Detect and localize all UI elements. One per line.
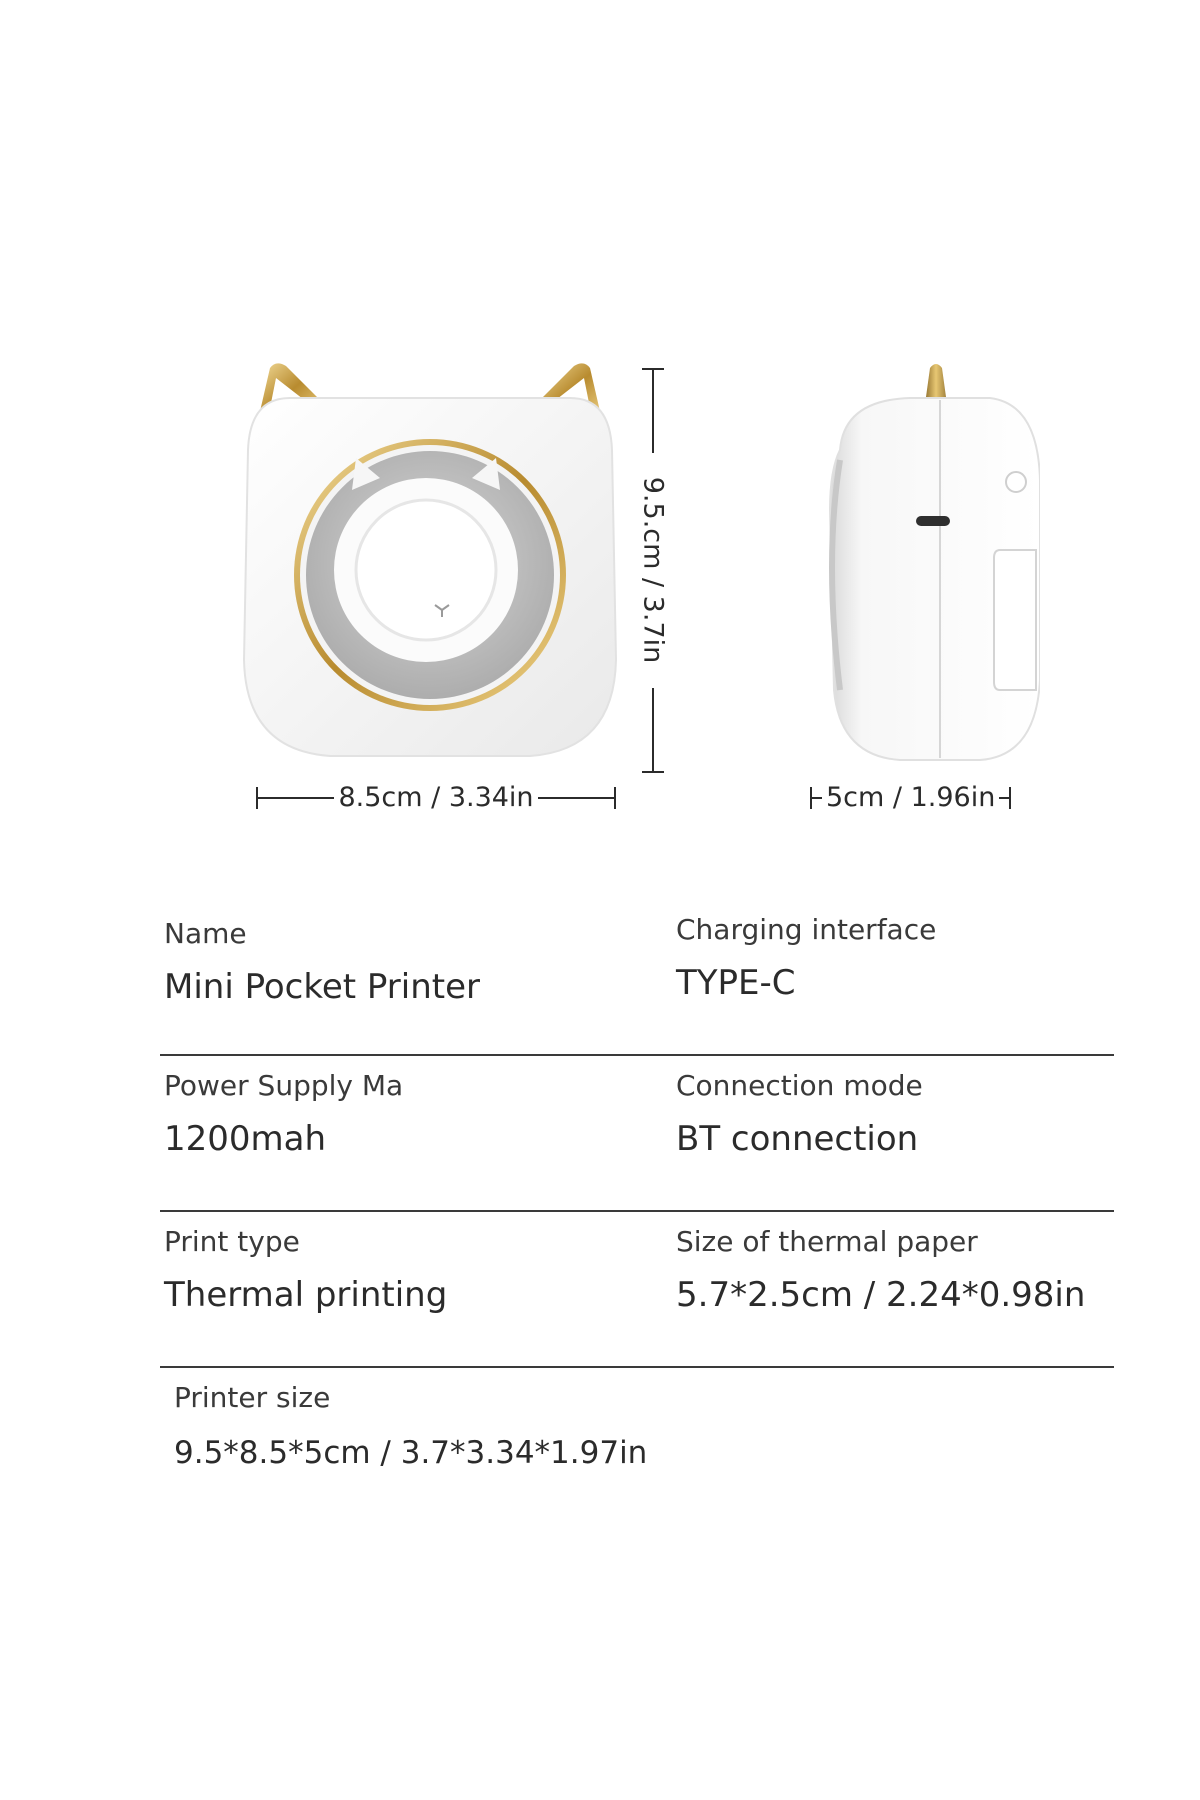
spec-cell — [164, 1056, 403, 1160]
spec-cell — [676, 1212, 1085, 1316]
dimension-line — [999, 797, 1009, 799]
dimension-tick — [642, 771, 664, 773]
dimension-line — [538, 797, 614, 799]
side-width-dimension — [810, 783, 1050, 813]
spec-value: 1200mah — [164, 1119, 327, 1159]
spec-table — [160, 900, 1114, 1522]
spec-row — [160, 1368, 1114, 1522]
dimension-line — [652, 688, 654, 773]
spec-value: 9.5*8.5*5cm / 3.7*3.34*1.97in — [174, 1435, 648, 1471]
spec-cell — [174, 1368, 647, 1474]
side-width-label: 5cm / 1.96in — [826, 782, 996, 813]
spec-cell — [676, 1056, 923, 1160]
dimension-tick — [1009, 787, 1011, 809]
spec-cell — [164, 1212, 447, 1316]
dimension-tick — [614, 787, 616, 809]
spec-label: Power Supply Ma — [164, 1069, 404, 1102]
height-label: 9.5.cm / 3.7in — [637, 476, 669, 664]
spec-value: BT connection — [676, 1119, 919, 1159]
dimension-line — [812, 797, 822, 799]
front-width-dimension — [256, 783, 616, 813]
spec-label: Name — [164, 917, 247, 950]
spec-label: Print type — [164, 1225, 300, 1258]
spec-cell — [676, 900, 936, 1004]
spec-value: TYPE-C — [676, 963, 796, 1003]
dimension-line — [258, 797, 334, 799]
spec-label: Connection mode — [676, 1069, 923, 1102]
spec-cell — [164, 900, 480, 1008]
spec-value: 5.7*2.5cm / 2.24*0.98in — [676, 1275, 1086, 1315]
spec-row — [160, 1212, 1114, 1368]
height-dimension — [638, 368, 668, 773]
spec-label: Size of thermal paper — [676, 1225, 978, 1258]
spec-row — [160, 900, 1114, 1056]
printer-front-image — [230, 360, 630, 780]
spec-value: Thermal printing — [164, 1275, 448, 1315]
spec-row — [160, 1056, 1114, 1212]
front-width-label: 8.5cm / 3.34in — [338, 782, 534, 813]
spec-value: Mini Pocket Printer — [164, 967, 481, 1007]
printer-side-image — [800, 360, 1040, 780]
dimension-line — [652, 368, 654, 453]
spec-label: Printer size — [174, 1381, 331, 1414]
spec-label: Charging interface — [676, 913, 937, 946]
